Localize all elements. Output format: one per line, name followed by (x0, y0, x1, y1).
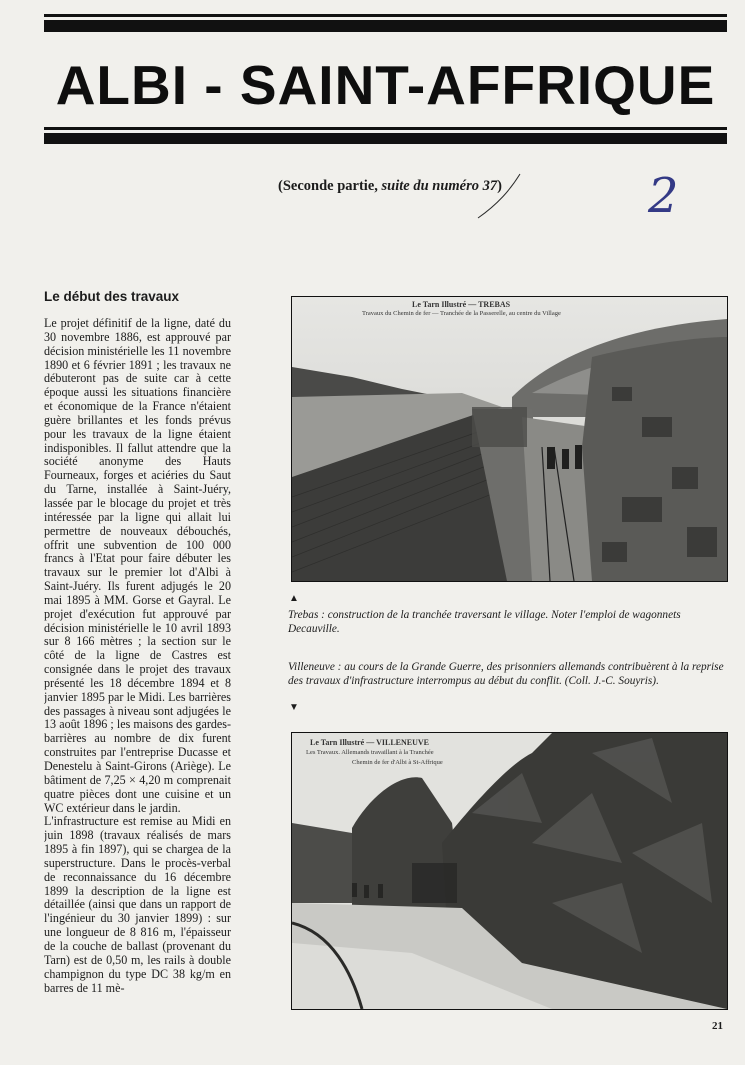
postcard-sub-2: Les Travaux. Allemands travaillant à la Tranchée (306, 749, 434, 756)
postcard-sub-1: Travaux du Chemin de fer — Tranchée de la Passerelle, au centre du Village (362, 310, 561, 317)
photo-trebas-drawing (292, 297, 727, 581)
photo-villeneuve (291, 732, 728, 1010)
top-rule-thick (44, 20, 727, 32)
subtitle-part: (Seconde partie, (278, 178, 382, 194)
caption-arrow-up: ▲ (289, 593, 299, 604)
bottom-rule-thick (44, 133, 727, 144)
postcard-header-2: Le Tarn Illustré — VILLENEUVE (310, 738, 429, 747)
article-heading: Le début des travaux (44, 289, 180, 304)
article-paragraph-2: L'infrastructure est remise au Midi en juin 1898 (travaux réalisés de mars 1895 à fin 1897), qui se chargea de la superstructure. Dans le procès-verbal de reconnaissance du 16 décembre 1899 la description de la ligne est détaillée (ainsi que dans un rapport de l'ingénieur du 30 janvier 1899) : sur une longueur de 8 816 m, l'épaisseur de la couche de ballast (provenant du Tarn) est de 0,50 m, les rails à double champignon du type DC 38 kg/m en barres de 11 mè- (44, 814, 231, 995)
page-title: ALBI - SAINT-AFFRIQUE (55, 54, 716, 116)
subtitle-italic: suite du numéro 37 (381, 178, 498, 194)
page-number: 21 (712, 1020, 723, 1032)
caption-trebas: Trebas : construction de la tranchée traversant le village. Noter l'emploi de wagonnets Decauville. (288, 609, 681, 635)
pen-stroke-mark (470, 172, 530, 222)
caption-villeneuve: Villeneuve : au cours de la Grande Guerre, des prisonniers allemands contribuèrent à la reprise des travaux d'infrastructure interrompus au début du conflit. (Coll. J.-C. Souyris). (288, 661, 724, 687)
article-paragraph-1: Le projet définitif de la ligne, daté du 30 novembre 1886, est approuvé par décision ministérielle les 11 novembre 1890 et 6 février 1891 ; les travaux ne débuteront pas de suite car à cette époque aussi les situations financière et économique de la France n'étaient guère brillantes et les fonds prévus pour les travaux de la ligne étaient indisponibles. Il fallut attendre que la société anonyme des Hauts Fourneaux, forges et aciéries du Saut du Tarne, installée à Saint-Juéry, lassée par le blocage du projet et très intéressée par la ligne qui allait lui permettre de nouveaux débouchés, offrit une subvention de 100 000 francs à l'Etat pour faire débuter les travaux sur le premier lot d'Albi à Saint-Juéry. Ils furent adjugés le 20 mai 1895 à MM. Gorse et Gayral. Le projet d'exécution fut approuvé par décision ministérielle le 10 avril 1893 sur 8 166 mètres ; la section sur le côté de la ligne de Castres est consignée dans le projet des travaux présenté les 18 décembre 1894 et 8 janvier 1895 par le Midi. Les barrières des passages à niveau sont adjugées le 13 août 1896 ; les maisons des gardes-barrières au nombre de dix furent construites par l'entreprise Ducasse et Denestelu à Saint-Girons (Ariège). Le bâtiment de 7,25 × 4,20 m comprenait quatre pièces dont une cuisine et un WC extérieur dans le jardin. (44, 316, 231, 815)
top-rule-thin (44, 14, 727, 17)
caption-arrow-down: ▼ (289, 702, 299, 713)
postcard-header-1: Le Tarn Illustré — TREBAS (412, 300, 511, 309)
photo-villeneuve-drawing (292, 733, 727, 1009)
article-column (44, 288, 231, 1016)
handwritten-number: 2 (648, 168, 679, 224)
subtitle-close: ) (497, 178, 502, 194)
photo-trebas (291, 296, 728, 582)
postcard-sub-2b: Chemin de fer d'Albi à St-Affrique (352, 759, 443, 766)
bottom-rule-thin (44, 127, 727, 130)
